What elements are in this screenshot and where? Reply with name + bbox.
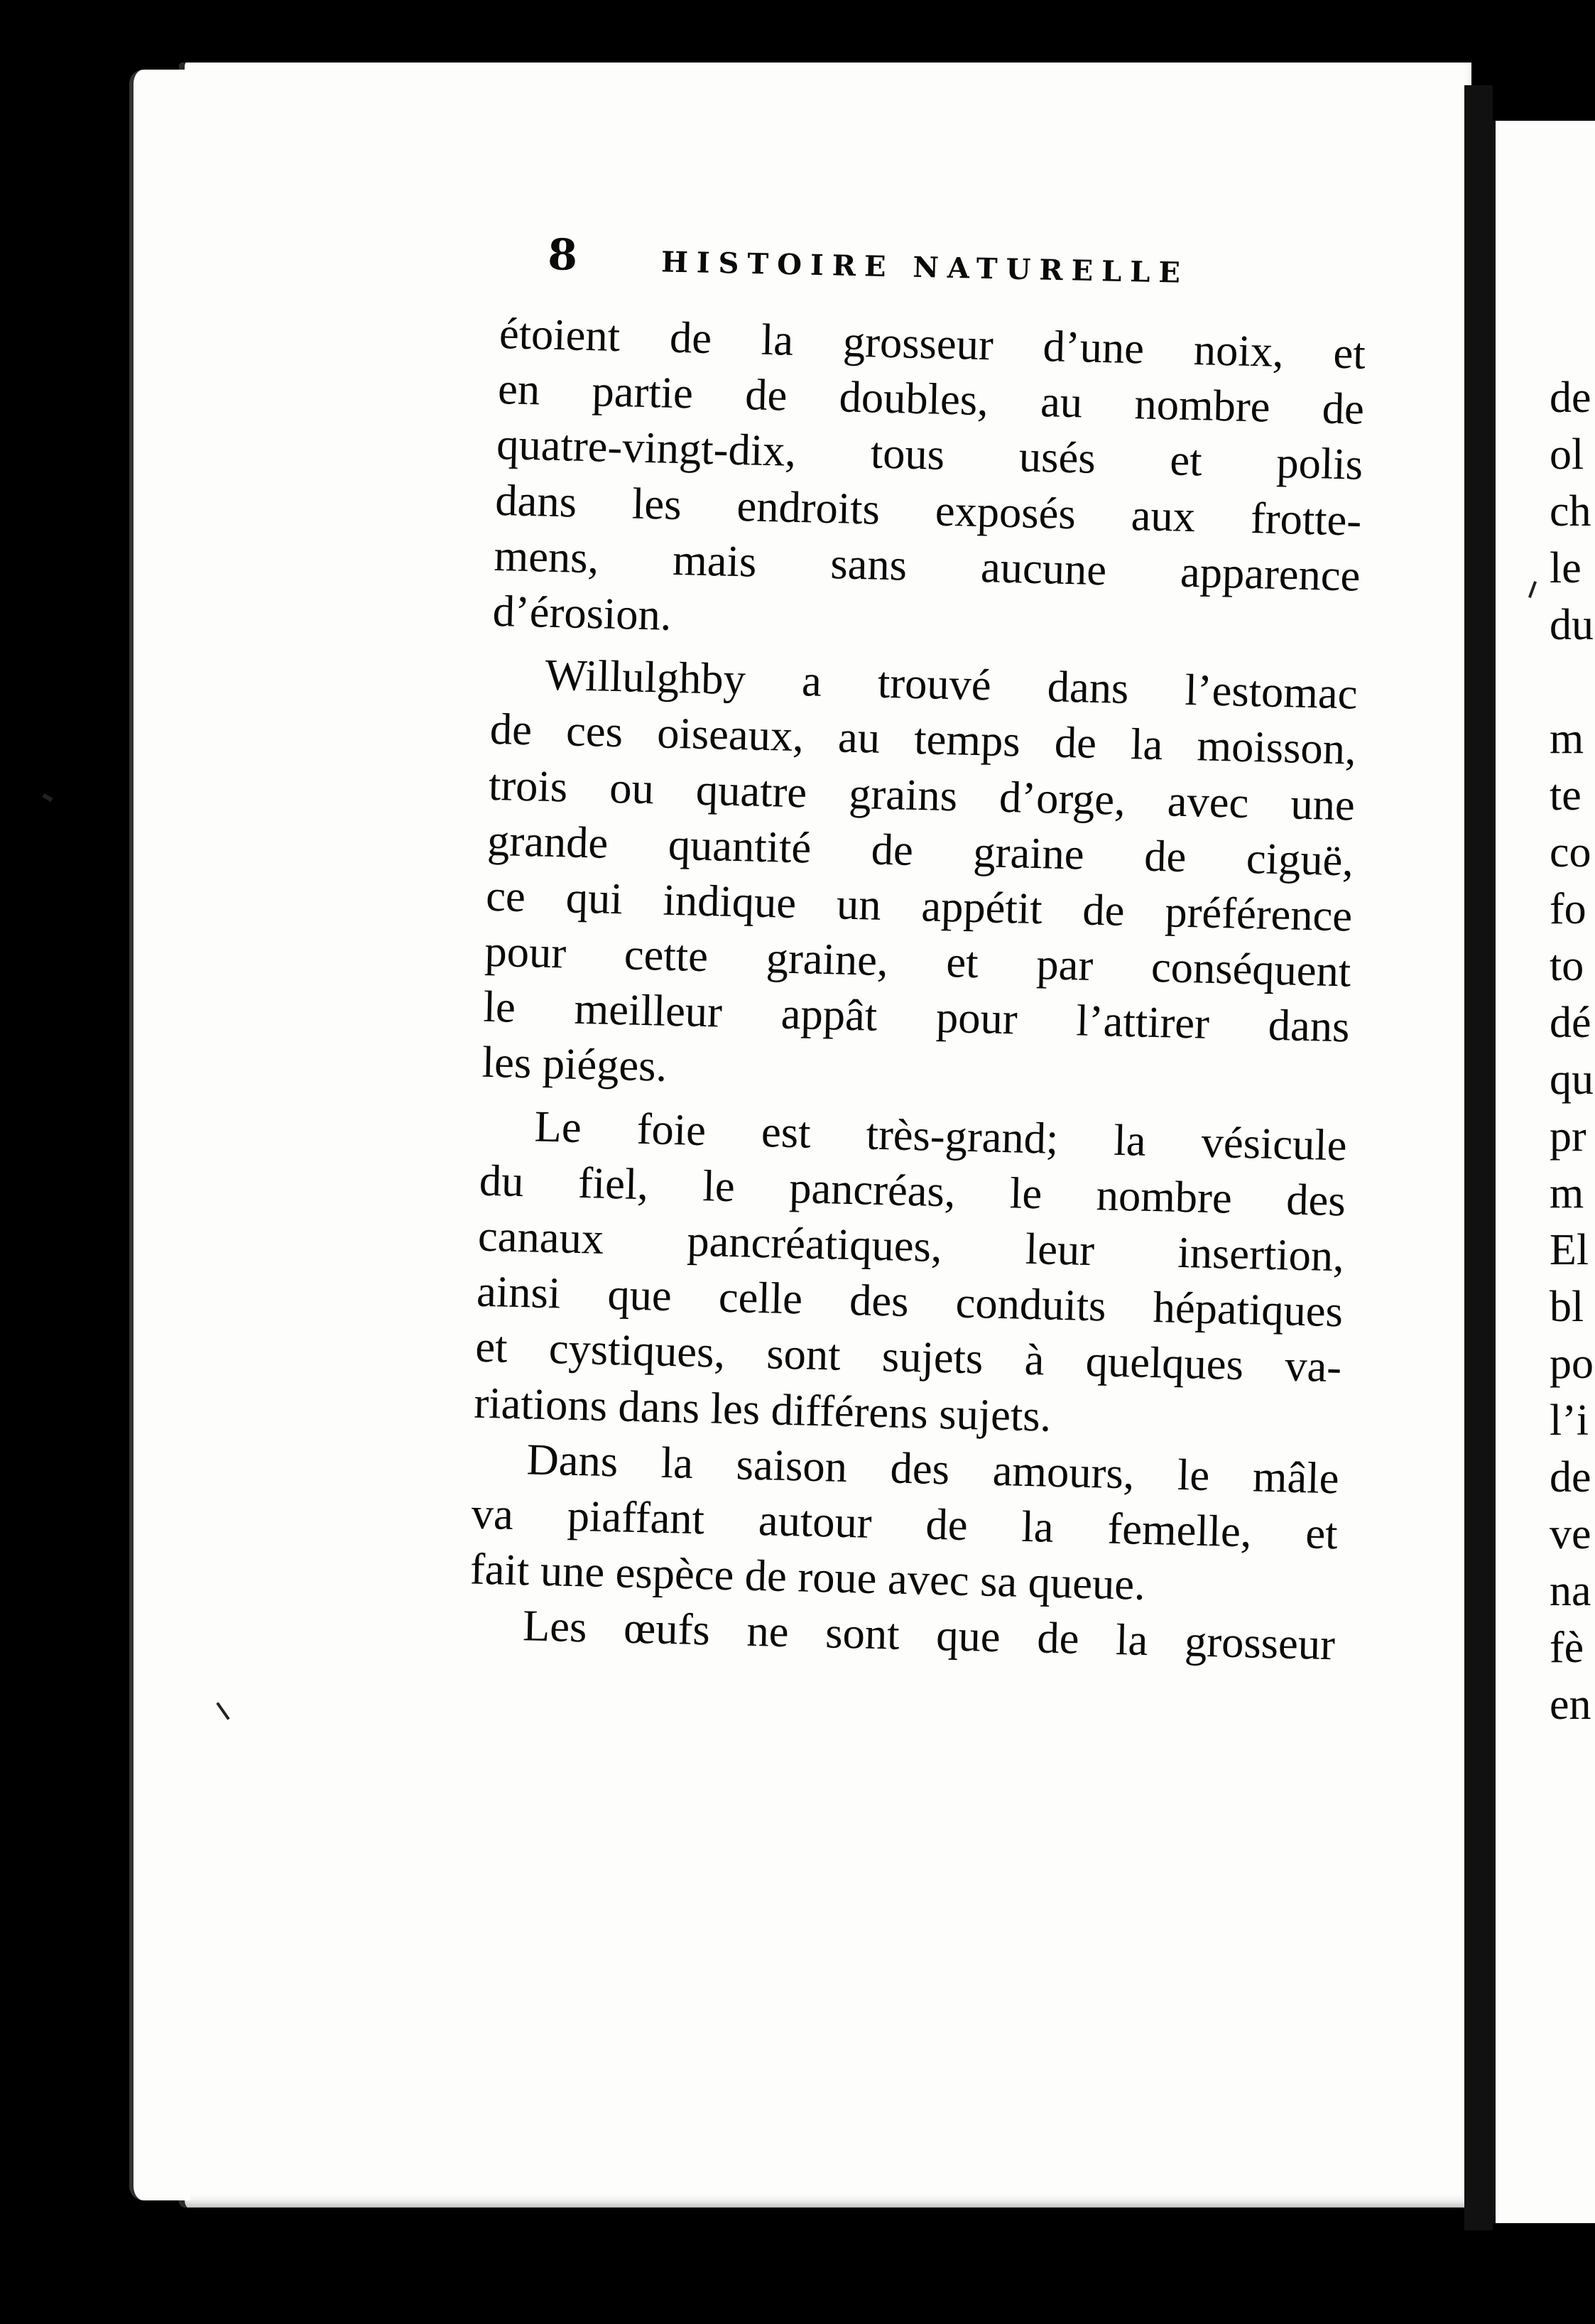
text-line: ce qui indique un appétit de préférence — [485, 870, 1353, 941]
fragment: na — [1550, 1567, 1591, 1615]
fragment: ol — [1550, 430, 1584, 479]
text-line: étoient de la grosseur d’une noix, et — [499, 308, 1366, 379]
fragment: de — [1550, 1453, 1591, 1502]
fragment: te — [1550, 771, 1582, 820]
fragment: to — [1550, 942, 1584, 990]
book-gutter — [1464, 85, 1493, 2230]
text-line: en partie de doubles, au nombre de — [497, 364, 1365, 434]
paragraph — [492, 305, 1366, 659]
text-line: fait une espèce de roue avec sa queue. — [469, 1543, 1146, 1610]
text-line: pour cette graine, et par conséquent — [484, 925, 1352, 997]
fragment: l’i — [1550, 1396, 1589, 1445]
text-line: Le foie est très-grand; la vésicule — [533, 1101, 1348, 1171]
paragraph — [481, 646, 1358, 1110]
fragment: du — [1550, 601, 1594, 649]
text-line: Les œufs ne sont que de la grosseur — [522, 1600, 1336, 1670]
paragraph — [474, 1097, 1348, 1450]
fragment: ch — [1550, 487, 1591, 536]
text-line: le meilleur appât pour l’attirer dans — [482, 981, 1351, 1052]
body-text — [468, 305, 1366, 1673]
fragment: le — [1550, 544, 1582, 592]
running-head-title: HISTOIRE NATURELLE — [660, 245, 1190, 290]
fragment: bl — [1550, 1283, 1584, 1331]
fragment: dé — [1550, 999, 1591, 1047]
fragment: m — [1550, 715, 1584, 763]
text-line: trois ou quatre grains d’orge, avec une — [488, 759, 1356, 830]
text-line: ainsi que celle des conduits hépatiques — [476, 1266, 1344, 1337]
fragment: El — [1550, 1226, 1589, 1274]
fragment: de — [1550, 374, 1591, 422]
fragment: co — [1550, 828, 1591, 876]
text-line: Willulghby a trouvé dans l’estomac — [544, 649, 1359, 719]
scan-speck — [42, 793, 53, 802]
text-line: canaux pancréatiques, leur insertion, — [477, 1210, 1345, 1281]
fragment: m — [1550, 1169, 1584, 1217]
fragment: fo — [1550, 885, 1586, 933]
fragment: po — [1550, 1340, 1594, 1388]
text-line: quatre-vingt-dix, tous usés et polis — [496, 419, 1363, 490]
text-line: dans les endroits exposés aux frotte- — [494, 474, 1363, 545]
fragment: en — [1550, 1680, 1591, 1729]
facing-page-text-fragments — [1550, 369, 1595, 1733]
text-line: d’érosion. — [492, 585, 673, 640]
text-line: et cystiques, sont sujets à quelques va- — [474, 1321, 1342, 1392]
text-line: riations dans les différens sujets. — [473, 1377, 1052, 1441]
fragment: pr — [1550, 1112, 1586, 1161]
text-line: grande quantité de graine de ciguë, — [486, 815, 1354, 886]
paragraph — [469, 1430, 1339, 1617]
text-line: de ces oiseaux, au temps de la moisson, — [489, 704, 1357, 774]
text-line: Dans la saison des amours, le mâle — [526, 1434, 1340, 1504]
fragment: qu — [1550, 1055, 1594, 1104]
fragment: ve — [1550, 1510, 1591, 1558]
fragment: fè — [1550, 1624, 1584, 1672]
page-number: 8 — [547, 230, 578, 281]
text-line: mens, mais sans aucune apparence — [493, 530, 1361, 601]
text-line: du fiel, le pancréas, le nombre des — [479, 1155, 1346, 1226]
text-line: les piéges. — [481, 1037, 668, 1092]
text-line: va piaffant autour de la femelle, et — [471, 1488, 1339, 1559]
